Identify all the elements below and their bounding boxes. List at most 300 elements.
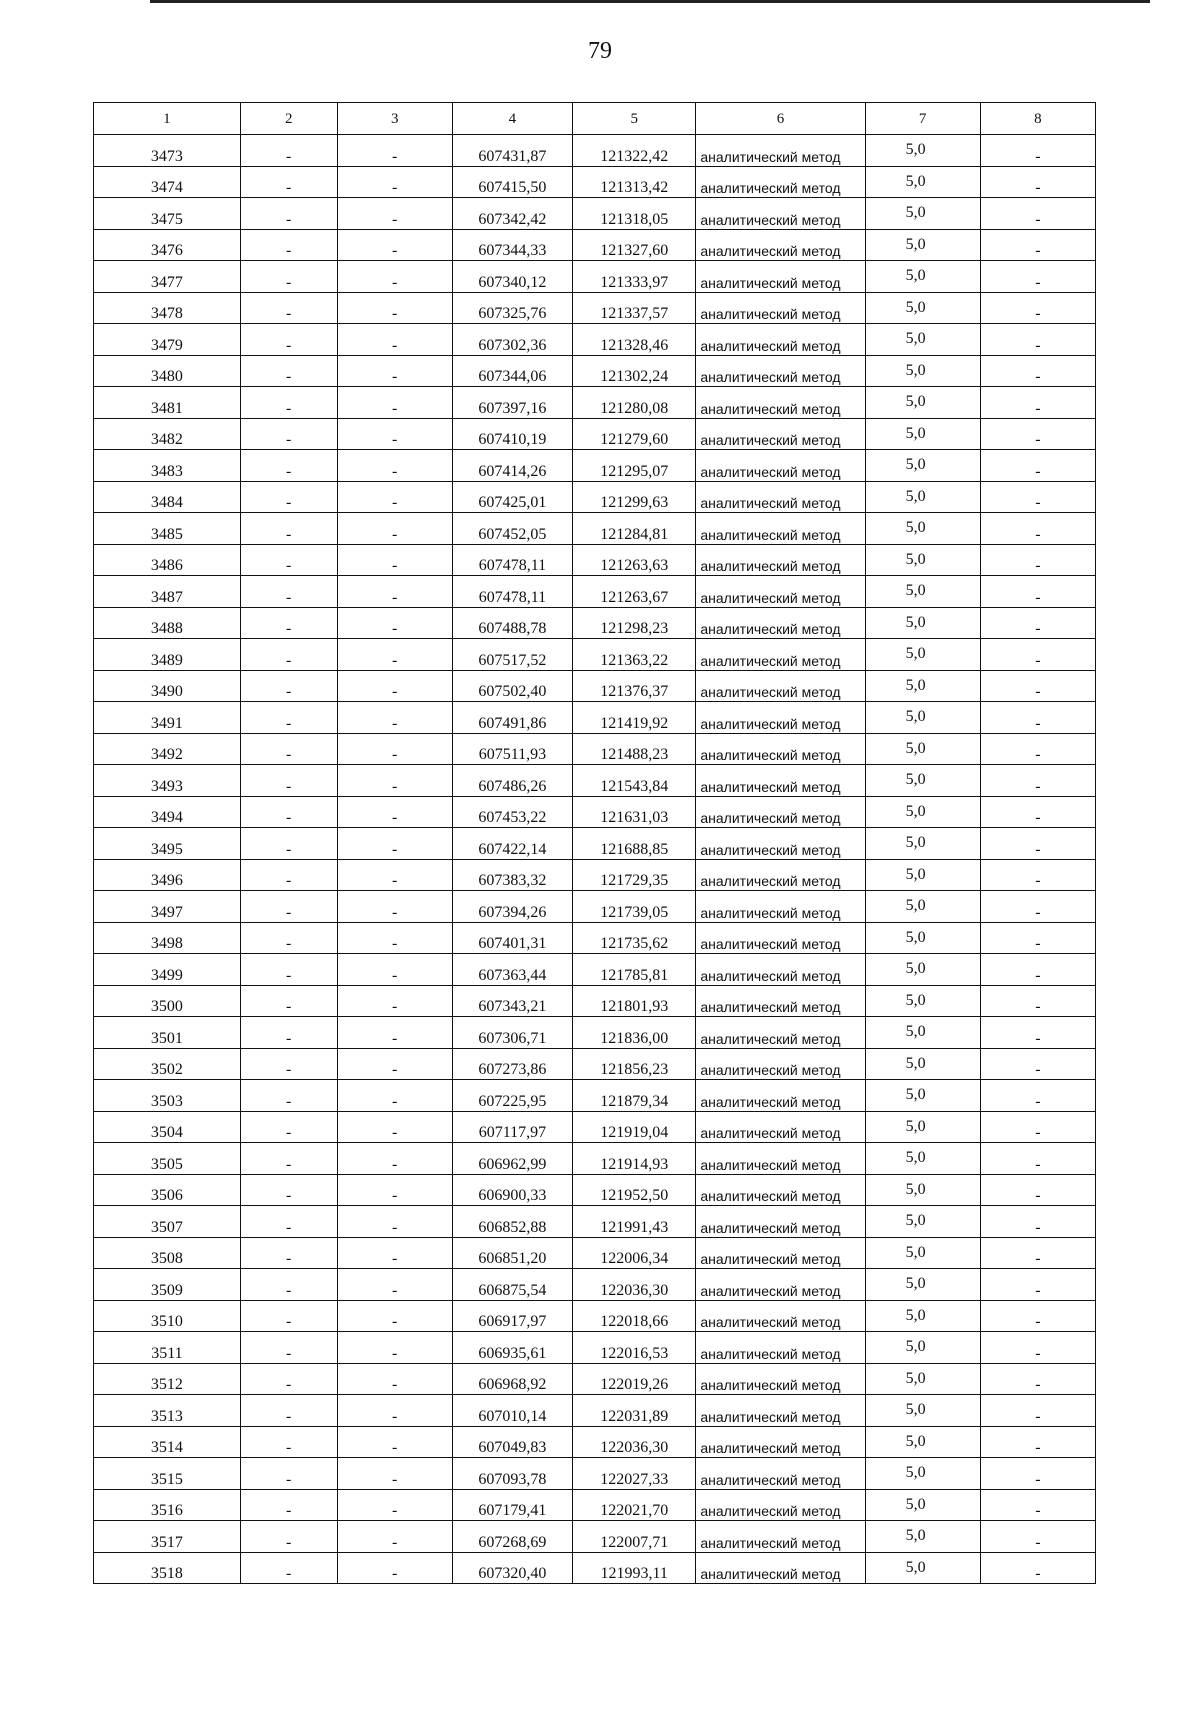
column-3-cell: - [337, 418, 452, 450]
column-2-cell: - [240, 1174, 337, 1206]
point-number-cell: 3496 [94, 859, 241, 891]
y-coordinate-cell: 121543,84 [573, 765, 696, 797]
column-header: 6 [696, 103, 865, 135]
y-coordinate-cell: 121328,46 [573, 324, 696, 356]
accuracy-cell: 5,0 [865, 1048, 980, 1080]
table-row [94, 481, 1096, 513]
table-row [94, 450, 1096, 482]
column-header: 1 [94, 103, 241, 135]
top-border-line [150, 0, 1150, 3]
column-3-cell: - [337, 1269, 452, 1301]
method-cell: аналитический метод [696, 292, 865, 324]
column-3-cell: - [337, 670, 452, 702]
table-row [94, 166, 1096, 198]
accuracy-cell: 5,0 [865, 796, 980, 828]
column-3-cell: - [337, 1489, 452, 1521]
column-2-cell: - [240, 481, 337, 513]
table-row [94, 985, 1096, 1017]
x-coordinate-cell: 607273,86 [452, 1048, 572, 1080]
x-coordinate-cell: 607179,41 [452, 1489, 572, 1521]
column-8-cell: - [980, 1017, 1095, 1049]
y-coordinate-cell: 121284,81 [573, 513, 696, 545]
column-8-cell: - [980, 324, 1095, 356]
table-row [94, 544, 1096, 576]
method-cell: аналитический метод [696, 513, 865, 545]
y-coordinate-cell: 121295,07 [573, 450, 696, 482]
method-cell: аналитический метод [696, 261, 865, 293]
column-8-cell: - [980, 198, 1095, 230]
accuracy-cell: 5,0 [865, 1206, 980, 1238]
table-row [94, 1048, 1096, 1080]
table-row [94, 891, 1096, 923]
column-2-cell: - [240, 1489, 337, 1521]
accuracy-cell: 5,0 [865, 639, 980, 671]
column-8-cell: - [980, 1080, 1095, 1112]
x-coordinate-cell: 607488,78 [452, 607, 572, 639]
y-coordinate-cell: 121279,60 [573, 418, 696, 450]
method-cell: аналитический метод [696, 765, 865, 797]
point-number-cell: 3506 [94, 1174, 241, 1206]
column-8-cell: - [980, 1048, 1095, 1080]
column-2-cell: - [240, 418, 337, 450]
x-coordinate-cell: 606900,33 [452, 1174, 572, 1206]
x-coordinate-cell: 607486,26 [452, 765, 572, 797]
column-8-cell: - [980, 1521, 1095, 1553]
column-2-cell: - [240, 796, 337, 828]
method-cell: аналитический метод [696, 922, 865, 954]
y-coordinate-cell: 122019,26 [573, 1363, 696, 1395]
point-number-cell: 3474 [94, 166, 241, 198]
column-2-cell: - [240, 607, 337, 639]
column-3-cell: - [337, 1458, 452, 1490]
column-2-cell: - [240, 355, 337, 387]
y-coordinate-cell: 121327,60 [573, 229, 696, 261]
point-number-cell: 3512 [94, 1363, 241, 1395]
method-cell: аналитический метод [696, 166, 865, 198]
column-3-cell: - [337, 292, 452, 324]
column-header: 8 [980, 103, 1095, 135]
column-2-cell: - [240, 922, 337, 954]
y-coordinate-cell: 122016,53 [573, 1332, 696, 1364]
method-cell: аналитический метод [696, 1174, 865, 1206]
x-coordinate-cell: 606935,61 [452, 1332, 572, 1364]
point-number-cell: 3494 [94, 796, 241, 828]
x-coordinate-cell: 606962,99 [452, 1143, 572, 1175]
column-8-cell: - [980, 891, 1095, 923]
column-2-cell: - [240, 1017, 337, 1049]
method-cell: аналитический метод [696, 1521, 865, 1553]
x-coordinate-cell: 606917,97 [452, 1300, 572, 1332]
table-row [94, 639, 1096, 671]
method-cell: аналитический метод [696, 859, 865, 891]
column-3-cell: - [337, 828, 452, 860]
y-coordinate-cell: 121263,67 [573, 576, 696, 608]
column-2-cell: - [240, 1332, 337, 1364]
column-8-cell: - [980, 481, 1095, 513]
point-number-cell: 3497 [94, 891, 241, 923]
point-number-cell: 3505 [94, 1143, 241, 1175]
column-2-cell: - [240, 135, 337, 167]
accuracy-cell: 5,0 [865, 450, 980, 482]
x-coordinate-cell: 607410,19 [452, 418, 572, 450]
column-8-cell: - [980, 418, 1095, 450]
method-cell: аналитический метод [696, 1206, 865, 1238]
column-8-cell: - [980, 1552, 1095, 1584]
column-2-cell: - [240, 324, 337, 356]
y-coordinate-cell: 121952,50 [573, 1174, 696, 1206]
x-coordinate-cell: 606852,88 [452, 1206, 572, 1238]
column-2-cell: - [240, 198, 337, 230]
method-cell: аналитический метод [696, 576, 865, 608]
column-8-cell: - [980, 1269, 1095, 1301]
column-3-cell: - [337, 1332, 452, 1364]
y-coordinate-cell: 121318,05 [573, 198, 696, 230]
column-3-cell: - [337, 1300, 452, 1332]
column-2-cell: - [240, 292, 337, 324]
column-8-cell: - [980, 607, 1095, 639]
point-number-cell: 3509 [94, 1269, 241, 1301]
point-number-cell: 3489 [94, 639, 241, 671]
x-coordinate-cell: 607049,83 [452, 1426, 572, 1458]
table-row [94, 1395, 1096, 1427]
column-3-cell: - [337, 1174, 452, 1206]
y-coordinate-cell: 121280,08 [573, 387, 696, 419]
x-coordinate-cell: 607268,69 [452, 1521, 572, 1553]
table-row [94, 1300, 1096, 1332]
column-3-cell: - [337, 1143, 452, 1175]
table-row [94, 1237, 1096, 1269]
column-3-cell: - [337, 324, 452, 356]
column-2-cell: - [240, 733, 337, 765]
x-coordinate-cell: 607502,40 [452, 670, 572, 702]
accuracy-cell: 5,0 [865, 135, 980, 167]
column-2-cell: - [240, 1048, 337, 1080]
point-number-cell: 3503 [94, 1080, 241, 1112]
column-3-cell: - [337, 954, 452, 986]
column-2-cell: - [240, 859, 337, 891]
accuracy-cell: 5,0 [865, 576, 980, 608]
x-coordinate-cell: 607344,33 [452, 229, 572, 261]
point-number-cell: 3502 [94, 1048, 241, 1080]
column-2-cell: - [240, 1521, 337, 1553]
table-row [94, 1458, 1096, 1490]
y-coordinate-cell: 121801,93 [573, 985, 696, 1017]
y-coordinate-cell: 121488,23 [573, 733, 696, 765]
table-row [94, 324, 1096, 356]
table-row [94, 1332, 1096, 1364]
accuracy-cell: 5,0 [865, 166, 980, 198]
x-coordinate-cell: 607422,14 [452, 828, 572, 860]
coordinates-table [93, 102, 1096, 1584]
column-8-cell: - [980, 702, 1095, 734]
column-2-cell: - [240, 954, 337, 986]
point-number-cell: 3487 [94, 576, 241, 608]
table-row [94, 954, 1096, 986]
point-number-cell: 3517 [94, 1521, 241, 1553]
column-3-cell: - [337, 859, 452, 891]
table-row [94, 796, 1096, 828]
point-number-cell: 3478 [94, 292, 241, 324]
column-3-cell: - [337, 1363, 452, 1395]
y-coordinate-cell: 122027,33 [573, 1458, 696, 1490]
x-coordinate-cell: 607415,50 [452, 166, 572, 198]
point-number-cell: 3501 [94, 1017, 241, 1049]
column-8-cell: - [980, 733, 1095, 765]
column-8-cell: - [980, 1489, 1095, 1521]
point-number-cell: 3483 [94, 450, 241, 482]
point-number-cell: 3480 [94, 355, 241, 387]
column-8-cell: - [980, 387, 1095, 419]
accuracy-cell: 5,0 [865, 1143, 980, 1175]
accuracy-cell: 5,0 [865, 1489, 980, 1521]
column-8-cell: - [980, 450, 1095, 482]
column-3-cell: - [337, 607, 452, 639]
column-8-cell: - [980, 828, 1095, 860]
table-row [94, 1552, 1096, 1584]
column-8-cell: - [980, 1237, 1095, 1269]
x-coordinate-cell: 607511,93 [452, 733, 572, 765]
column-2-cell: - [240, 576, 337, 608]
method-cell: аналитический метод [696, 1048, 865, 1080]
column-3-cell: - [337, 985, 452, 1017]
table-row [94, 1363, 1096, 1395]
accuracy-cell: 5,0 [865, 387, 980, 419]
x-coordinate-cell: 607394,26 [452, 891, 572, 923]
accuracy-cell: 5,0 [865, 1300, 980, 1332]
method-cell: аналитический метод [696, 796, 865, 828]
column-8-cell: - [980, 1363, 1095, 1395]
point-number-cell: 3477 [94, 261, 241, 293]
y-coordinate-cell: 121856,23 [573, 1048, 696, 1080]
method-cell: аналитический метод [696, 1489, 865, 1521]
y-coordinate-cell: 121313,42 [573, 166, 696, 198]
column-2-cell: - [240, 1111, 337, 1143]
column-3-cell: - [337, 1017, 452, 1049]
method-cell: аналитический метод [696, 544, 865, 576]
column-8-cell: - [980, 1174, 1095, 1206]
method-cell: аналитический метод [696, 891, 865, 923]
point-number-cell: 3514 [94, 1426, 241, 1458]
column-3-cell: - [337, 544, 452, 576]
table-row [94, 702, 1096, 734]
method-cell: аналитический метод [696, 639, 865, 671]
x-coordinate-cell: 607414,26 [452, 450, 572, 482]
column-header: 2 [240, 103, 337, 135]
table-row [94, 670, 1096, 702]
point-number-cell: 3508 [94, 1237, 241, 1269]
y-coordinate-cell: 121302,24 [573, 355, 696, 387]
y-coordinate-cell: 121919,04 [573, 1111, 696, 1143]
y-coordinate-cell: 121298,23 [573, 607, 696, 639]
x-coordinate-cell: 607431,87 [452, 135, 572, 167]
column-3-cell: - [337, 513, 452, 545]
method-cell: аналитический метод [696, 1552, 865, 1584]
point-number-cell: 3515 [94, 1458, 241, 1490]
x-coordinate-cell: 607302,36 [452, 324, 572, 356]
column-8-cell: - [980, 922, 1095, 954]
y-coordinate-cell: 121299,63 [573, 481, 696, 513]
table-row [94, 1143, 1096, 1175]
y-coordinate-cell: 121729,35 [573, 859, 696, 891]
point-number-cell: 3484 [94, 481, 241, 513]
x-coordinate-cell: 606875,54 [452, 1269, 572, 1301]
accuracy-cell: 5,0 [865, 985, 980, 1017]
column-2-cell: - [240, 985, 337, 1017]
method-cell: аналитический метод [696, 229, 865, 261]
accuracy-cell: 5,0 [865, 607, 980, 639]
column-2-cell: - [240, 1395, 337, 1427]
method-cell: аналитический метод [696, 1426, 865, 1458]
x-coordinate-cell: 607401,31 [452, 922, 572, 954]
method-cell: аналитический метод [696, 1395, 865, 1427]
point-number-cell: 3492 [94, 733, 241, 765]
point-number-cell: 3495 [94, 828, 241, 860]
accuracy-cell: 5,0 [865, 891, 980, 923]
y-coordinate-cell: 122006,34 [573, 1237, 696, 1269]
x-coordinate-cell: 607452,05 [452, 513, 572, 545]
x-coordinate-cell: 607397,16 [452, 387, 572, 419]
point-number-cell: 3473 [94, 135, 241, 167]
column-8-cell: - [980, 1458, 1095, 1490]
y-coordinate-cell: 121914,93 [573, 1143, 696, 1175]
method-cell: аналитический метод [696, 828, 865, 860]
method-cell: аналитический метод [696, 418, 865, 450]
column-2-cell: - [240, 765, 337, 797]
method-cell: аналитический метод [696, 1332, 865, 1364]
method-cell: аналитический метод [696, 733, 865, 765]
accuracy-cell: 5,0 [865, 1111, 980, 1143]
column-8-cell: - [980, 576, 1095, 608]
method-cell: аналитический метод [696, 1363, 865, 1395]
x-coordinate-cell: 607344,06 [452, 355, 572, 387]
y-coordinate-cell: 121419,92 [573, 702, 696, 734]
column-2-cell: - [240, 670, 337, 702]
column-8-cell: - [980, 135, 1095, 167]
column-8-cell: - [980, 1395, 1095, 1427]
method-cell: аналитический метод [696, 1111, 865, 1143]
column-3-cell: - [337, 135, 452, 167]
accuracy-cell: 5,0 [865, 1332, 980, 1364]
column-2-cell: - [240, 891, 337, 923]
table-row [94, 355, 1096, 387]
column-2-cell: - [240, 1269, 337, 1301]
y-coordinate-cell: 121879,34 [573, 1080, 696, 1112]
point-number-cell: 3500 [94, 985, 241, 1017]
accuracy-cell: 5,0 [865, 1458, 980, 1490]
table-row [94, 922, 1096, 954]
accuracy-cell: 5,0 [865, 292, 980, 324]
y-coordinate-cell: 121993,11 [573, 1552, 696, 1584]
table-row [94, 1269, 1096, 1301]
method-cell: аналитический метод [696, 1300, 865, 1332]
column-3-cell: - [337, 765, 452, 797]
column-3-cell: - [337, 229, 452, 261]
accuracy-cell: 5,0 [865, 922, 980, 954]
method-cell: аналитический метод [696, 607, 865, 639]
accuracy-cell: 5,0 [865, 1552, 980, 1584]
accuracy-cell: 5,0 [865, 702, 980, 734]
y-coordinate-cell: 121631,03 [573, 796, 696, 828]
column-2-cell: - [240, 1552, 337, 1584]
point-number-cell: 3482 [94, 418, 241, 450]
method-cell: аналитический метод [696, 1143, 865, 1175]
column-3-cell: - [337, 796, 452, 828]
column-2-cell: - [240, 1300, 337, 1332]
column-3-cell: - [337, 891, 452, 923]
column-3-cell: - [337, 1237, 452, 1269]
table-row [94, 261, 1096, 293]
y-coordinate-cell: 121739,05 [573, 891, 696, 923]
method-cell: аналитический метод [696, 985, 865, 1017]
accuracy-cell: 5,0 [865, 1174, 980, 1206]
point-number-cell: 3490 [94, 670, 241, 702]
column-2-cell: - [240, 513, 337, 545]
point-number-cell: 3510 [94, 1300, 241, 1332]
method-cell: аналитический метод [696, 954, 865, 986]
column-2-cell: - [240, 1363, 337, 1395]
column-3-cell: - [337, 481, 452, 513]
column-8-cell: - [980, 544, 1095, 576]
method-cell: аналитический метод [696, 1017, 865, 1049]
column-8-cell: - [980, 1426, 1095, 1458]
x-coordinate-cell: 607517,52 [452, 639, 572, 671]
column-2-cell: - [240, 1206, 337, 1238]
table-row [94, 859, 1096, 891]
x-coordinate-cell: 606851,20 [452, 1237, 572, 1269]
column-8-cell: - [980, 355, 1095, 387]
column-3-cell: - [337, 355, 452, 387]
point-number-cell: 3491 [94, 702, 241, 734]
column-3-cell: - [337, 1048, 452, 1080]
accuracy-cell: 5,0 [865, 828, 980, 860]
point-number-cell: 3507 [94, 1206, 241, 1238]
x-coordinate-cell: 606968,92 [452, 1363, 572, 1395]
column-3-cell: - [337, 1206, 452, 1238]
accuracy-cell: 5,0 [865, 1426, 980, 1458]
x-coordinate-cell: 607117,97 [452, 1111, 572, 1143]
accuracy-cell: 5,0 [865, 513, 980, 545]
accuracy-cell: 5,0 [865, 544, 980, 576]
x-coordinate-cell: 607478,11 [452, 576, 572, 608]
column-8-cell: - [980, 513, 1095, 545]
column-3-cell: - [337, 639, 452, 671]
y-coordinate-cell: 122021,70 [573, 1489, 696, 1521]
point-number-cell: 3481 [94, 387, 241, 419]
table-row [94, 1489, 1096, 1521]
point-number-cell: 3518 [94, 1552, 241, 1584]
column-header: 4 [452, 103, 572, 135]
point-number-cell: 3485 [94, 513, 241, 545]
column-8-cell: - [980, 1143, 1095, 1175]
x-coordinate-cell: 607363,44 [452, 954, 572, 986]
y-coordinate-cell: 121376,37 [573, 670, 696, 702]
column-8-cell: - [980, 292, 1095, 324]
accuracy-cell: 5,0 [865, 418, 980, 450]
column-8-cell: - [980, 859, 1095, 891]
y-coordinate-cell: 121263,63 [573, 544, 696, 576]
table-row [94, 292, 1096, 324]
table-row [94, 733, 1096, 765]
column-2-cell: - [240, 1458, 337, 1490]
accuracy-cell: 5,0 [865, 954, 980, 986]
table-row [94, 1426, 1096, 1458]
point-number-cell: 3486 [94, 544, 241, 576]
column-2-cell: - [240, 639, 337, 671]
accuracy-cell: 5,0 [865, 1080, 980, 1112]
column-8-cell: - [980, 166, 1095, 198]
point-number-cell: 3493 [94, 765, 241, 797]
x-coordinate-cell: 607342,42 [452, 198, 572, 230]
